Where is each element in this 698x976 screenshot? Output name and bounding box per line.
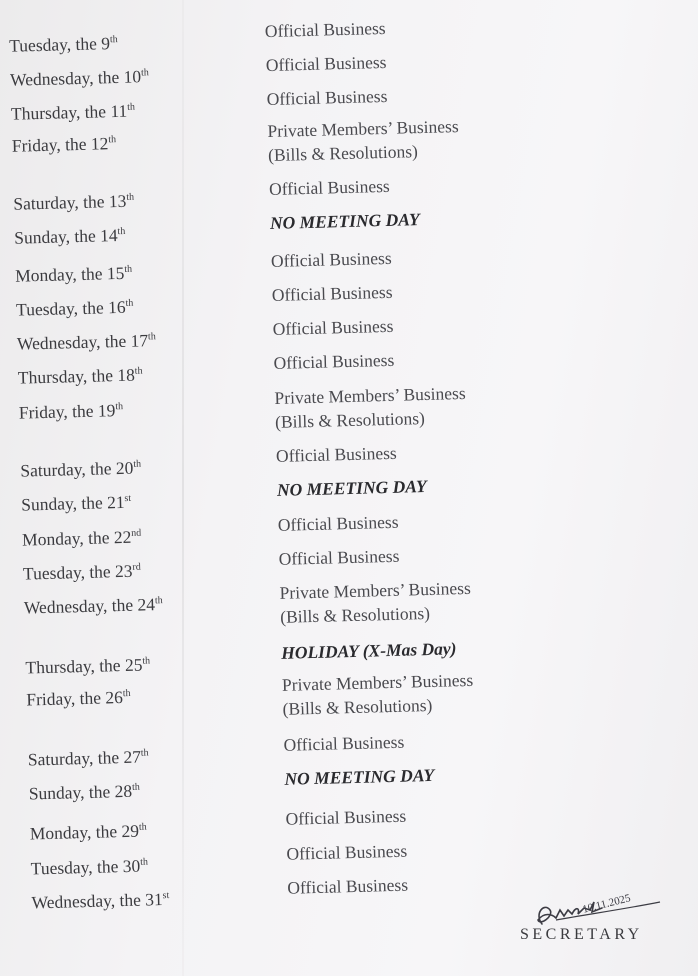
schedule-row (10, 85, 611, 124)
schedule-day (16, 293, 266, 321)
day-label: Saturday, the 27 (27, 746, 142, 770)
schedule-day (23, 557, 273, 585)
day-label: Monday, the 29 (29, 820, 140, 844)
day-label: Friday, the 12 (11, 133, 109, 156)
schedule-business (283, 724, 614, 757)
day-ordinal-suffix: th (142, 655, 151, 667)
schedule-business (265, 44, 596, 77)
business-line: Official Business (265, 51, 387, 76)
schedule-day (28, 743, 278, 771)
business-line: Official Business (275, 442, 397, 466)
schedule-day (19, 396, 269, 424)
day-ordinal-suffix: th (154, 595, 163, 607)
day-label: Friday, the 19 (18, 400, 116, 423)
day-label: Thursday, the 18 (17, 364, 136, 388)
business-line: (Bills & Resolutions) (274, 408, 426, 432)
day-ordinal-suffix: th (131, 781, 140, 793)
day-ordinal-suffix: th (138, 821, 147, 833)
schedule-day (13, 187, 263, 215)
schedule-business (286, 833, 617, 866)
schedule-business (277, 469, 608, 502)
schedule-business (270, 202, 601, 235)
day-ordinal-suffix: st (124, 492, 132, 505)
business-line: Official Business (264, 17, 386, 42)
schedule-row (11, 116, 612, 166)
schedule-day (12, 129, 262, 157)
schedule-row (13, 175, 613, 214)
business-line: (Bills & Resolutions) (279, 602, 431, 627)
schedule-business (266, 78, 597, 111)
schedule-day (25, 651, 275, 679)
business-line: Private Members’ Business (274, 382, 466, 408)
schedule-day (31, 886, 281, 914)
day-label: Saturday, the 13 (13, 190, 127, 214)
business-line: Private Members’ Business (279, 577, 471, 603)
business-line: Official Business (285, 805, 407, 829)
business-line: Private Members’ Business (281, 669, 474, 695)
day-ordinal-suffix: th (127, 101, 136, 113)
day-label: Tuesday, the 30 (30, 855, 141, 879)
business-line: (Bills & Resolutions) (267, 141, 419, 166)
schedule-row (25, 638, 625, 678)
day-ordinal-suffix: th (140, 747, 149, 759)
schedule-row (16, 315, 617, 354)
schedule-day (17, 327, 267, 355)
schedule-business (281, 632, 612, 665)
schedule-row (28, 764, 629, 804)
day-ordinal-suffix: th (108, 134, 117, 146)
day-ordinal-suffix: th (134, 365, 143, 377)
schedule-business (284, 758, 615, 791)
schedule-day (30, 817, 280, 845)
schedule-day (9, 29, 259, 57)
schedule-business (279, 572, 610, 629)
business-line: HOLIDAY (X-Mas Day) (280, 638, 457, 663)
day-ordinal-suffix: th (147, 331, 156, 343)
schedule-business (272, 274, 603, 307)
business-line: NO MEETING DAY (276, 476, 427, 500)
business-line: Official Business (270, 247, 392, 271)
day-label: Thursday, the 25 (25, 654, 143, 678)
schedule-business (272, 308, 603, 341)
schedule-day (10, 63, 260, 91)
schedule-row (23, 577, 624, 627)
day-ordinal-suffix: nd (131, 527, 142, 539)
day-label: Wednesday, the 17 (16, 330, 149, 354)
day-ordinal-suffix: th (126, 191, 135, 203)
schedule-row (17, 349, 618, 388)
schedule-business (278, 538, 609, 571)
schedule-business (282, 664, 613, 721)
day-ordinal-suffix: th (109, 34, 118, 46)
day-ordinal-suffix: th (133, 458, 142, 470)
schedule-row (15, 281, 616, 320)
schedule-day (11, 97, 261, 125)
signature (520, 884, 690, 960)
schedule-day (22, 523, 272, 551)
day-ordinal-suffix: th (124, 263, 133, 276)
business-line: NO MEETING DAY (269, 209, 420, 234)
schedule-day (14, 221, 264, 249)
schedule-row (22, 545, 623, 584)
day-label: Monday, the 15 (14, 262, 125, 286)
schedule-row (30, 840, 630, 879)
schedule-row (8, 17, 609, 56)
schedule-day (24, 591, 274, 619)
day-label: Wednesday, the 10 (9, 66, 142, 90)
day-label: Tuesday, the 9 (8, 33, 111, 56)
schedule-day (18, 361, 268, 389)
schedule-business (285, 798, 616, 831)
schedule-row (29, 805, 630, 844)
schedule-business (273, 342, 604, 375)
schedule-business (271, 240, 602, 273)
schedule-business (274, 377, 605, 434)
day-label: Thursday, the 11 (10, 100, 128, 124)
day-label: Sunday, the 21 (20, 491, 125, 515)
day-ordinal-suffix: th (140, 67, 149, 79)
schedule-day (30, 852, 280, 880)
day-label: Friday, the 26 (26, 687, 124, 710)
schedule-business (278, 504, 609, 537)
schedule-day (21, 488, 271, 516)
schedule-row (13, 209, 614, 248)
signature-title: SECRETARY (520, 926, 643, 943)
day-ordinal-suffix: st (162, 890, 170, 902)
day-label: Sunday, the 14 (13, 225, 118, 248)
day-ordinal-suffix: th (125, 297, 134, 309)
business-line: Official Business (273, 349, 395, 373)
business-line: Official Business (278, 545, 400, 569)
business-line: Official Business (271, 281, 393, 305)
day-ordinal-suffix: th (117, 225, 126, 238)
schedule-business (267, 110, 598, 167)
day-label: Tuesday, the 23 (22, 560, 133, 584)
day-label: Sunday, the 28 (28, 780, 133, 804)
signature-date: 10.11.2025 (581, 892, 632, 916)
business-line: Official Business (287, 874, 409, 898)
day-label: Wednesday, the 24 (23, 594, 156, 618)
schedule-row (27, 731, 628, 770)
business-line: Official Business (286, 840, 408, 864)
schedule-row (9, 51, 610, 90)
business-line: Official Business (272, 315, 394, 339)
schedule-row (26, 669, 626, 719)
day-label: Tuesday, the 16 (15, 296, 126, 320)
schedule-day (29, 777, 279, 805)
day-ordinal-suffix: th (140, 856, 149, 868)
business-line: Official Business (283, 731, 405, 755)
day-label: Wednesday, the 31 (31, 889, 163, 913)
day-label: Saturday, the 20 (20, 457, 134, 481)
schedule-business (265, 10, 596, 43)
business-line: Private Members’ Business (267, 116, 459, 142)
schedule-row (18, 382, 619, 432)
schedule-day (15, 259, 265, 287)
day-ordinal-suffix: th (122, 687, 131, 700)
schedule-row (20, 442, 620, 481)
schedule-row (20, 476, 621, 515)
business-line: Official Business (268, 175, 390, 200)
business-line: Official Business (277, 511, 399, 535)
day-label: Monday, the 22 (21, 526, 132, 550)
schedule-day (26, 683, 276, 711)
day-ordinal-suffix: th (115, 401, 124, 413)
day-ordinal-suffix: rd (132, 561, 141, 573)
business-line: NO MEETING DAY (284, 764, 435, 789)
business-line: (Bills & Resolutions) (282, 694, 433, 719)
schedule-business (276, 435, 607, 468)
schedule-business (269, 168, 600, 201)
business-line: Official Business (266, 85, 388, 110)
schedule-day (20, 454, 270, 482)
schedule-row (21, 511, 622, 550)
schedule-row (14, 247, 615, 286)
